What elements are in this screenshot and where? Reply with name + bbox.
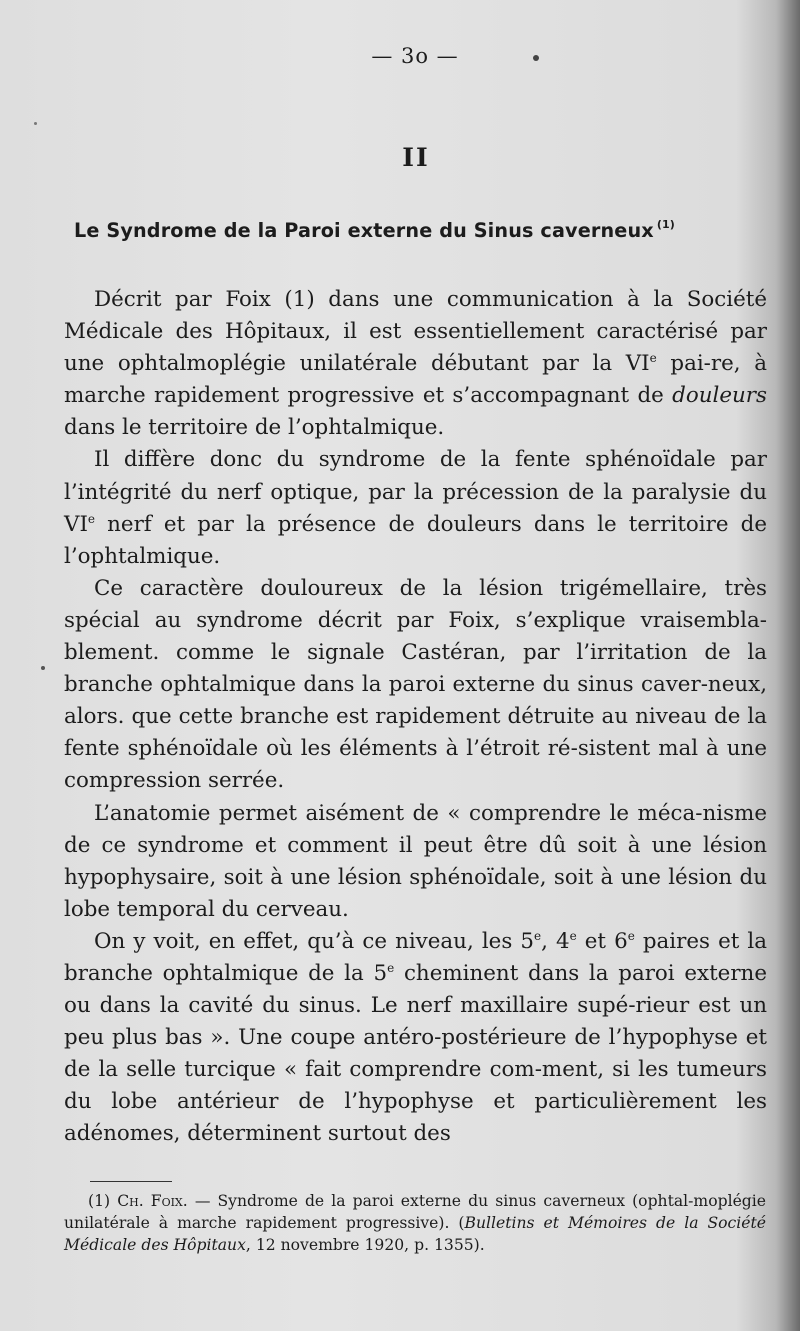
ordinal-superscript: e [387, 960, 395, 975]
paragraph-2 [64, 444, 767, 572]
section-number: II [402, 143, 430, 172]
footnote-journal: Bulletins et Mémoires de la Société Médicale des Hôpitaux [64, 1214, 766, 1254]
paragraph-5-part-3: et 6 [576, 928, 628, 954]
paragraph-2-part-2: nerf et par la présence de douleurs dans le territoire de l’ophtalmique. [64, 511, 767, 569]
paragraph-5 [64, 926, 767, 1151]
paragraph-1-part-1: Décrit par Foix (1) dans une communication à la Société Médicale des Hôpitaux, il est essentiellement caractérisé par une ophtalmoplégie unilatérale débutant par la VI [64, 287, 767, 377]
paragraph-1 [64, 284, 767, 444]
ordinal-superscript: e [569, 928, 577, 943]
footnote-number: (1) [88, 1192, 111, 1210]
footnote [64, 1190, 766, 1256]
paper-speck [34, 122, 37, 125]
body-text [64, 284, 767, 1151]
footnote-author: Ch. Foix. [117, 1192, 188, 1210]
footnote-tail: , 12 novembre 1920, p. 1355). [245, 1236, 485, 1254]
paragraph-5-part-1: On y voit, en effet, qu’à ce niveau, les 5 [94, 928, 534, 954]
footnote-text: — Syndrome de la paroi externe du sinus caverneux (ophtal-moplégie unilatérale à marche rapidement progressive). ( [64, 1192, 766, 1232]
paragraph-2-part-1: Il diffère donc du syndrome de la fente sphénoïdale par l’intégrité du nerf optique, par la précession de la paralysie du VI [64, 447, 767, 537]
paper-speck [41, 666, 45, 670]
page-number: — 3o — [371, 44, 459, 68]
ordinal-superscript: e [627, 928, 635, 943]
paragraph-1-part-2: pai-re, à marche rapidement progressive et s’accompagnant de [64, 351, 767, 409]
paragraph-5-part-2: , 4 [541, 928, 570, 954]
chapter-title-text: Le Syndrome de la Paroi externe du Sinus caverneux [74, 219, 654, 242]
chapter-title [74, 218, 774, 242]
emphasis-douleurs: douleurs [672, 383, 767, 409]
paper-speck [533, 55, 539, 61]
paragraph-3: Ce caractère douloureux de la lésion trigémellaire, très spécial au syndrome décrit par Foix, s’explique vraisembla-blement. comme le signale Castéran, par l’irritation de la branche ophtalmique dans la paroi externe du sinus caver-neux, alors. que cette branche est rapidement détruite au niveau de la fente sphénoïdale où les éléments à l’étroit ré-sistent mal à une compression serrée. [64, 575, 767, 794]
paragraph-1-part-3: dans le territoire de l’ophtalmique. [64, 415, 445, 441]
ordinal-superscript: e [533, 928, 542, 943]
chapter-title-footnote-ref: (1) [656, 218, 675, 231]
paragraph-5-part-4: paires et la branche ophtalmique de la 5 [64, 928, 767, 986]
paragraph-4: L’anatomie permet aisément de « comprendre le méca-nisme de ce syndrome et comment il peut être dû soit à une lésion hypophysaire, soit à une lésion sphénoïdale, soit à une lésion du lobe temporal du cerveau. [64, 800, 767, 922]
paragraph-5-part-5: cheminent dans la paroi externe ou dans la cavité du sinus. Le nerf maxillaire supé-rieur est un peu plus bas ». Une coupe antéro-postérieure de l’hypophyse et de la selle turcique « fait comprendre com-ment, si les tumeurs du lobe antérieur de l’hypophyse et particulièrement les adénomes, déterminent surtout des [64, 960, 767, 1147]
ordinal-superscript: e [87, 511, 96, 526]
footnote-separator [90, 1181, 172, 1182]
ordinal-superscript: e [649, 351, 657, 366]
